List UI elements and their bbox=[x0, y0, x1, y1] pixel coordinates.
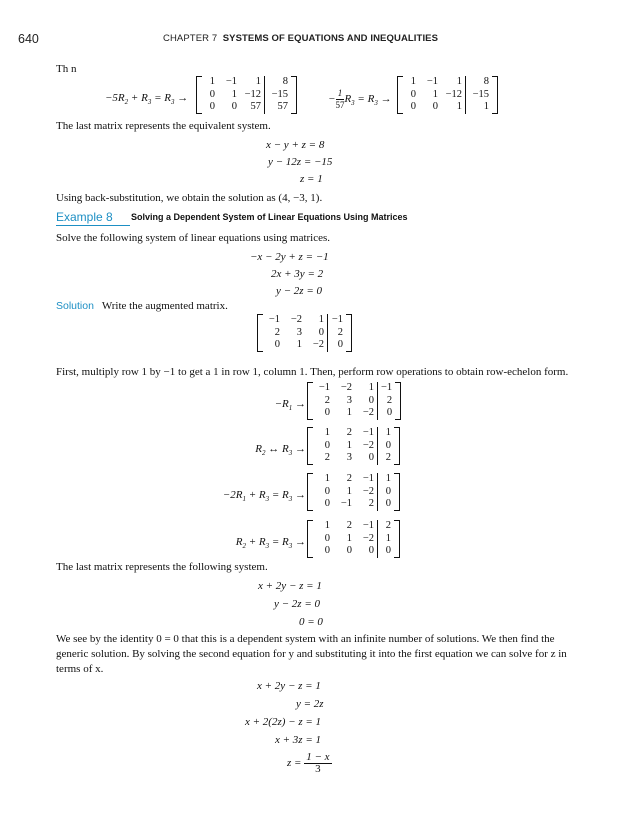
matrix-cell: 0 bbox=[378, 440, 395, 453]
matrix-cell: −1 bbox=[378, 382, 396, 395]
system4-eq4: x + 3z = 1 bbox=[275, 734, 322, 746]
matrix-cell: 1 bbox=[456, 76, 462, 87]
matrix-cell: −2 bbox=[362, 485, 374, 497]
matrix-cell: 0 bbox=[324, 407, 330, 418]
matrix-cell: −1 bbox=[340, 498, 352, 509]
matrix-cell: 2 bbox=[378, 452, 395, 465]
row-op-1: $-5R_2 + R_3 = R_3$ → bbox=[105, 92, 189, 107]
matrix-row bbox=[202, 101, 291, 114]
page-number: 640 bbox=[18, 32, 39, 46]
matrix-cell: 57 bbox=[250, 101, 261, 112]
matrix-row bbox=[313, 395, 395, 408]
matrix-cell: 2 bbox=[274, 326, 280, 338]
matrix-cell: 0 bbox=[378, 486, 395, 499]
final-denominator: 3 bbox=[315, 763, 321, 775]
system2-eq1: −x − 2y + z = −1 bbox=[250, 251, 329, 263]
matrix-cell: 2 bbox=[324, 394, 330, 406]
system4-eq2: y = 2z bbox=[296, 698, 324, 710]
matrix-cell: 1 bbox=[346, 439, 352, 451]
matrix-cell: 0 bbox=[324, 485, 330, 497]
text-equivalent-system: The last matrix represents the equivalent system. bbox=[56, 120, 271, 132]
final-solution: z = $\frac{1 - x}{3}$ bbox=[287, 751, 330, 775]
matrix-cell: 0 bbox=[368, 394, 374, 406]
matrix-cell: 2 bbox=[328, 327, 347, 340]
matrix-table bbox=[313, 427, 394, 465]
system1-eq3: z = 1 bbox=[300, 173, 323, 185]
right-bracket bbox=[346, 314, 352, 352]
matrix-cell: 1 bbox=[296, 339, 302, 350]
matrix-cell: −2 bbox=[362, 407, 374, 418]
matrix-cell: 0 bbox=[274, 339, 280, 350]
matrix-cell: 0 bbox=[378, 407, 396, 420]
intro-text: Th n bbox=[56, 63, 77, 75]
matrix-row bbox=[313, 452, 394, 465]
matrix-table bbox=[263, 314, 346, 352]
matrix-cell: 2 bbox=[346, 473, 352, 484]
matrix-cell: 1 bbox=[378, 473, 395, 486]
matrix-cell: −1 bbox=[362, 520, 374, 531]
system3-eq1: x + 2y − z = 1 bbox=[258, 580, 322, 592]
matrix-cell: 1 bbox=[324, 427, 330, 438]
example-underline bbox=[56, 225, 130, 226]
system3-eq3: 0 = 0 bbox=[299, 616, 323, 628]
matrix-cell: −1 bbox=[362, 427, 374, 438]
matrix-table bbox=[403, 76, 492, 114]
matrix-cell: 2 bbox=[368, 498, 374, 509]
matrix-row bbox=[403, 101, 492, 114]
matrix-cell: 2 bbox=[378, 520, 395, 533]
matrix-cell: −1 bbox=[362, 473, 374, 484]
augmented-matrix bbox=[257, 314, 352, 352]
matrix-cell: −2 bbox=[290, 314, 302, 325]
system1-eq2: y − 12z = −15 bbox=[268, 156, 333, 168]
step-op-4: $R_2 + R_3 = R_3$ → bbox=[235, 536, 306, 551]
system1-eq1: x − y + z = 8 bbox=[266, 139, 325, 151]
matrix-cell: 1 bbox=[318, 314, 324, 325]
text-dependent-system: We see by the identity 0 = 0 that this is a dependent system with an infinite number of solutions. We then find the generic solution. By solving the second equation for y and substituting it into the first equation we can solve for z in terms of x. bbox=[56, 633, 567, 675]
solution-text: Write the augmented matrix. bbox=[101, 300, 228, 312]
system4-eq1: x + 2y − z = 1 bbox=[257, 680, 321, 692]
matrix-cell: 0 bbox=[368, 452, 374, 463]
matrix-cell: −2 bbox=[362, 439, 374, 451]
matrix-cell: 3 bbox=[346, 394, 352, 406]
example-title: Solving a Dependent System of Linear Equations Using Matrices bbox=[131, 212, 408, 222]
matrix-cell: 1 bbox=[346, 407, 352, 418]
system2-eq2: 2x + 3y = 2 bbox=[271, 268, 324, 280]
right-bracket bbox=[394, 520, 400, 558]
matrix-row bbox=[403, 76, 492, 89]
matrix-cell: −2 bbox=[340, 382, 352, 393]
matrix-cell: 0 bbox=[378, 498, 395, 511]
chapter-label: CHAPTER 7 bbox=[163, 33, 218, 44]
matrix-cell: −15 bbox=[466, 89, 493, 102]
matrix-cell: 0 bbox=[410, 101, 416, 112]
system4-eq3: x + 2(2z) − z = 1 bbox=[245, 716, 322, 728]
matrix-row bbox=[263, 314, 346, 327]
matrix-cell: 0 bbox=[324, 545, 330, 556]
matrix-cell: 1 bbox=[255, 76, 261, 87]
text-following-system: The last matrix represents the following system. bbox=[56, 561, 268, 573]
matrix-table bbox=[313, 473, 394, 511]
matrix-row bbox=[313, 427, 394, 440]
matrix-row bbox=[313, 545, 394, 558]
right-bracket bbox=[394, 427, 400, 465]
matrix-cell: 0 bbox=[209, 88, 215, 100]
matrix-row bbox=[263, 339, 346, 352]
matrix-row bbox=[403, 89, 492, 102]
matrix-table bbox=[202, 76, 291, 114]
matrix-cell: −12 bbox=[445, 88, 462, 100]
matrix-cell: 57 bbox=[265, 101, 292, 114]
matrix-cell: 2 bbox=[346, 427, 352, 438]
matrix-row bbox=[263, 327, 346, 340]
matrix-1 bbox=[196, 76, 297, 114]
text-row-echelon: First, multiply row 1 by −1 to get a 1 in row 1, column 1. Then, perform row operations to obtain row-echelon form. bbox=[56, 366, 569, 378]
matrix-cell: 2 bbox=[346, 520, 352, 531]
running-header bbox=[163, 33, 438, 44]
matrix-cell: 0 bbox=[328, 339, 347, 352]
final-numerator: 1 − x bbox=[306, 751, 330, 763]
matrix-cell: 1 bbox=[378, 533, 395, 546]
solution-line bbox=[56, 300, 228, 312]
matrix-cell: 0 bbox=[324, 498, 330, 509]
right-bracket bbox=[492, 76, 498, 114]
matrix-cell: 1 bbox=[378, 427, 395, 440]
step-matrix-1 bbox=[307, 382, 401, 420]
matrix-cell: −1 bbox=[268, 314, 280, 325]
example-label: Example 8 bbox=[56, 210, 113, 224]
matrix-cell: 1 bbox=[231, 88, 237, 100]
matrix-cell: 1 bbox=[209, 76, 215, 87]
matrix-table bbox=[313, 520, 394, 558]
matrix-row bbox=[202, 76, 291, 89]
matrix-cell: −12 bbox=[244, 88, 261, 100]
matrix-cell: 1 bbox=[368, 382, 374, 393]
matrix-cell: 0 bbox=[378, 545, 395, 558]
matrix-cell: 0 bbox=[318, 326, 324, 338]
matrix-cell: 1 bbox=[346, 532, 352, 544]
matrix-row bbox=[313, 498, 394, 511]
matrix-cell: −1 bbox=[318, 382, 330, 393]
matrix-cell: −2 bbox=[362, 532, 374, 544]
matrix-cell: −15 bbox=[265, 89, 292, 102]
step-op-1: $-R_1$ → bbox=[274, 398, 306, 413]
matrix-row bbox=[313, 382, 395, 395]
matrix-cell: −1 bbox=[225, 76, 237, 87]
matrix-cell: 1 bbox=[346, 485, 352, 497]
matrix-cell: −1 bbox=[328, 314, 347, 327]
matrix-cell: 1 bbox=[456, 101, 462, 112]
matrix-cell: 2 bbox=[378, 395, 396, 408]
step-matrix-4 bbox=[307, 520, 400, 558]
solution-label: Solution bbox=[56, 300, 94, 312]
step-matrix-2 bbox=[307, 427, 400, 465]
step-op-2: $R_2$ ↔ $R_3$ → bbox=[255, 443, 306, 458]
matrix-cell: 0 bbox=[209, 101, 215, 112]
matrix-cell: 0 bbox=[324, 532, 330, 544]
matrix-cell: 1 bbox=[324, 473, 330, 484]
text-back-substitution: Using back-substitution, we obtain the solution as (4, −3, 1). bbox=[56, 192, 323, 204]
matrix-cell: 8 bbox=[466, 76, 493, 89]
system3-eq2: y − 2z = 0 bbox=[274, 598, 321, 610]
matrix-cell: 3 bbox=[346, 452, 352, 463]
matrix-row bbox=[313, 486, 394, 499]
matrix-cell: 8 bbox=[265, 76, 292, 89]
matrix-2 bbox=[397, 76, 498, 114]
matrix-cell: 0 bbox=[432, 101, 438, 112]
matrix-cell: 1 bbox=[324, 520, 330, 531]
right-bracket bbox=[291, 76, 297, 114]
matrix-cell: 0 bbox=[324, 439, 330, 451]
matrix-row bbox=[313, 533, 394, 546]
matrix-cell: 0 bbox=[346, 545, 352, 556]
matrix-row bbox=[202, 89, 291, 102]
system2-eq3: y − 2z = 0 bbox=[276, 285, 323, 297]
matrix-cell: 0 bbox=[368, 545, 374, 556]
row-op-2: − $\frac{1}{57}$ $R_3 = R_3$ → bbox=[328, 88, 392, 110]
matrix-cell: 1 bbox=[432, 88, 438, 100]
chapter-title: SYSTEMS OF EQUATIONS AND INEQUALITIES bbox=[222, 33, 439, 44]
right-bracket bbox=[394, 473, 400, 511]
matrix-cell: 0 bbox=[410, 88, 416, 100]
matrix-cell: 3 bbox=[296, 326, 302, 338]
matrix-row bbox=[313, 473, 394, 486]
matrix-cell: −1 bbox=[426, 76, 438, 87]
matrix-cell: 2 bbox=[324, 452, 330, 463]
text-solve-instruction: Solve the following system of linear equations using matrices. bbox=[56, 232, 331, 244]
matrix-cell: 1 bbox=[466, 101, 493, 114]
right-bracket bbox=[395, 382, 401, 420]
step-op-3: $-2R_1 + R_3 = R_3$ → bbox=[222, 489, 306, 504]
matrix-row bbox=[313, 407, 395, 420]
matrix-row bbox=[313, 520, 394, 533]
matrix-row bbox=[313, 440, 394, 453]
matrix-cell: −2 bbox=[312, 339, 324, 350]
matrix-table bbox=[313, 382, 395, 420]
matrix-cell: 1 bbox=[410, 76, 416, 87]
matrix-cell: 0 bbox=[231, 101, 237, 112]
step-matrix-3 bbox=[307, 473, 400, 511]
